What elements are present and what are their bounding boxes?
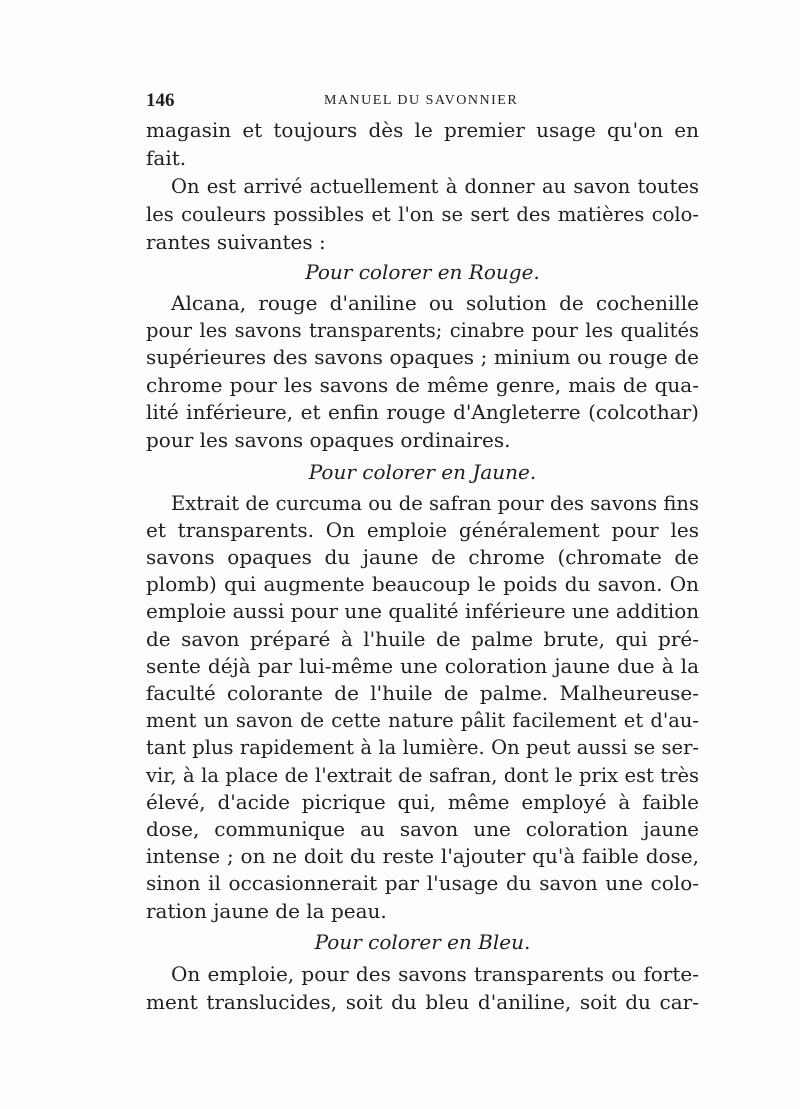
text-line: ment un savon de cette nature pâlit facilement et d'au-	[146, 709, 699, 732]
text-line: les couleurs possibles et l'on se sert des matières colo-	[146, 203, 699, 226]
text-line: magasin et toujours dès le premier usage qu'on en	[146, 118, 699, 142]
text-line: sinon il occasionnerait par l'usage du savon une colo-	[146, 871, 699, 895]
text-line: On emploie, pour des savons transparents ou forte-	[171, 962, 699, 986]
text-line: faculté colorante de l'huile de palme. Malheureuse-	[146, 681, 699, 705]
text-line: élevé, d'acide picrique qui, même employé à faible	[146, 790, 699, 814]
text-line: On est arrivé actuellement à donner au savon toutes	[171, 175, 699, 198]
text-line: lité inférieure, et enfin rouge d'Angleterre (colcothar)	[146, 400, 699, 424]
text-line: vir, à la place de l'extrait de safran, dont le prix est très	[146, 764, 699, 787]
text-line: de savon préparé à l'huile de palme brute, qui pré-	[146, 627, 699, 651]
section-heading-rouge: Pour colorer en Rouge.	[305, 260, 540, 284]
page-header	[146, 90, 699, 116]
text-line: emploie aussi pour une qualité inférieure une addition	[146, 599, 700, 623]
text-line: dose, communique au savon une coloration jaune	[146, 817, 699, 841]
text-line: savons opaques du jaune de chrome (chromate de	[146, 545, 699, 569]
text-line: ration jaune de la peau.	[146, 899, 387, 923]
text-line: supérieures des savons opaques ; minium ou rouge de	[146, 345, 699, 369]
text-line: et transparents. On emploie généralement pour les	[146, 518, 699, 542]
text-line: plomb) qui augmente beaucoup le poids du savon. On	[146, 572, 699, 596]
page-number: 146	[146, 90, 175, 111]
text-line: fait.	[146, 146, 187, 170]
text-line: tant plus rapidement à la lumière. On peut aussi se ser-	[146, 736, 699, 759]
section-heading-jaune: Pour colorer en Jaune.	[308, 460, 537, 484]
running-title: MANUEL DU SAVONNIER	[324, 93, 519, 108]
text-line: pour les savons transparents; cinabre pour les qualités	[146, 319, 699, 342]
text-line: ment translucides, soit du bleu d'aniline, soit du car-	[146, 990, 699, 1014]
text-line: rantes suivantes :	[146, 230, 326, 254]
text-line: chrome pour les savons de même genre, mais de qua-	[146, 373, 699, 397]
text-line: Extrait de curcuma ou de safran pour des savons fins	[171, 492, 699, 515]
text-line: sente déjà par lui-même une coloration jaune due à la	[146, 654, 699, 678]
text-line: pour les savons opaques ordinaires.	[146, 428, 511, 452]
text-line: intense ; on ne doit du reste l'ajouter qu'à faible dose,	[146, 844, 699, 868]
section-heading-bleu: Pour colorer en Bleu.	[314, 930, 531, 954]
text-line: Alcana, rouge d'aniline ou solution de cochenille	[171, 291, 699, 315]
